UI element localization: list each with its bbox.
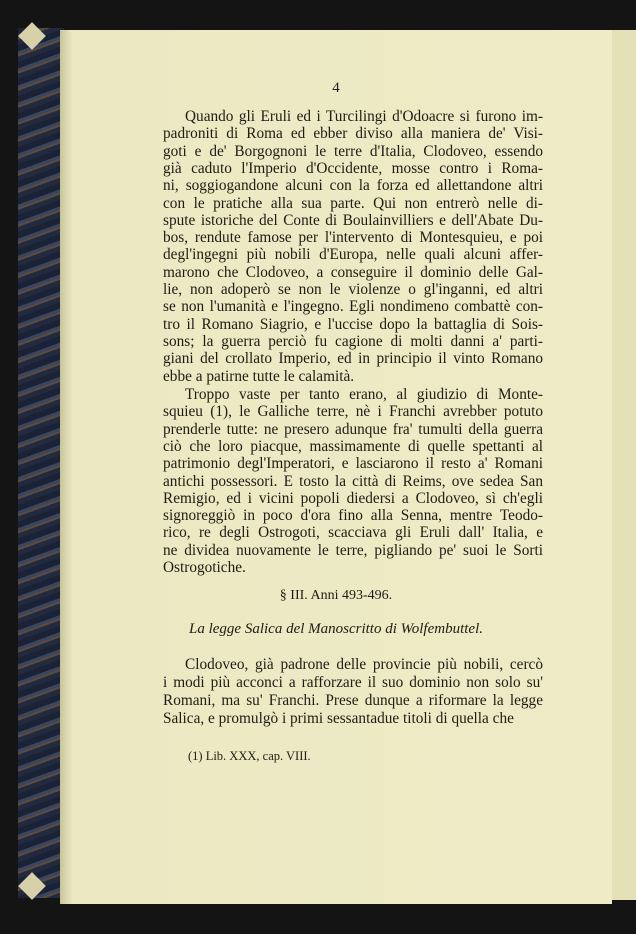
text-line: ebbe a patirne tutte le calamità. [163,367,355,385]
text-line: Remigio, ed i vicini popoli diedersi a Clodoveo, sì ch'egli [163,489,543,507]
text-line: antichi possessori. E tosto la città di Reims, ove sedea San [163,472,543,490]
text-line: lie, non adoperò se non le violenze o gl'inganni, ed altri [163,281,543,298]
section-heading: § III. Anni 493-496. [279,588,393,603]
text-line: patrimonio degl'Imperatori, e lasciarono il resto a' Romani [163,455,543,473]
next-page-edge [608,30,636,900]
page-number: 4 [332,80,340,96]
text-line: Quando gli Eruli ed i Turcilingi d'Odoacre si furono im- [185,108,543,125]
text-line: i modi più acconci a rafforzare il suo dominio non solo su' [163,674,543,691]
text-line: prenderle tutte: ne presero adunque fra' tumulti della guerra [163,420,543,438]
text-line: sons; la guerra perciò fu cagione di molti danni a' parti- [163,332,543,350]
text-line: Salica, e promulgò i primi sessantadue titoli di quella che [163,710,514,727]
section-subtitle: La legge Salica del Manoscritto di Wolfembuttel. [189,621,483,637]
text-line: ni, soggiogandone alcuni con la forza ed allettandone altri [163,177,543,195]
text-line: Ostrogotiche. [163,559,246,576]
book-binding [18,28,64,898]
text-line: tro il Romano Siagrio, e l'uccise dopo la battaglia di Sois- [163,315,543,333]
text-line: padroniti di Roma ed ebber diviso alla maniera de' Visi- [163,125,543,143]
text-line: con le pratiche alla sua parte. Qui non entrerò nelle di- [163,194,543,212]
text-line: Clodoveo, già padrone delle provincie più nobili, cercò [185,656,543,673]
text-line: ciò che loro piacque, massimamente di quelle spettanti al [163,437,543,455]
book-page [60,30,612,904]
text-line: Romani, ma su' Franchi. Prese dunque a riformare la legge [163,692,543,709]
text-line: spute istoriche del Conte di Boulainvilliers e dell'Abate Du- [163,211,543,229]
text-line: Troppo vaste per tanto erano, al giudizio di Monte- [185,386,543,403]
text-line: ne dividea nuovamente le terre, pigliando pe' suoi le Sorti [163,541,543,559]
text-line: signoreggiò in poco d'ora fino alla Senna, mentre Teodo- [163,507,543,525]
text-line: marono che Clodoveo, a conseguire il dominio delle Gal- [163,263,543,281]
footnote: (1) Lib. XXX, cap. VIII. [188,749,311,763]
text-line: rico, re degli Ostrogoti, scacciava gli Eruli dall' Italia, e [163,524,543,542]
text-line: squieu (1), le Galliche terre, nè i Franchi avrebber potuto [163,403,543,421]
text-line: già caduto l'Imperio d'Occidente, mosse contro i Roma- [163,159,543,177]
text-line: se non l'umanità e l'ingegno. Egli nondimeno combattè con- [163,298,543,316]
text-line: giani del crollato Imperio, ed in principio il vinto Romano [163,350,543,368]
text-line: bos, rendute famose per l'intervento di Montesquieu, e poi [163,229,543,247]
text-line: goti e de' Borgognoni le terre d'Italia, Clodoveo, essendo [163,142,543,160]
text-line: degl'ingegni più nobili d'Europa, nelle quali alcuni affer- [163,246,543,264]
